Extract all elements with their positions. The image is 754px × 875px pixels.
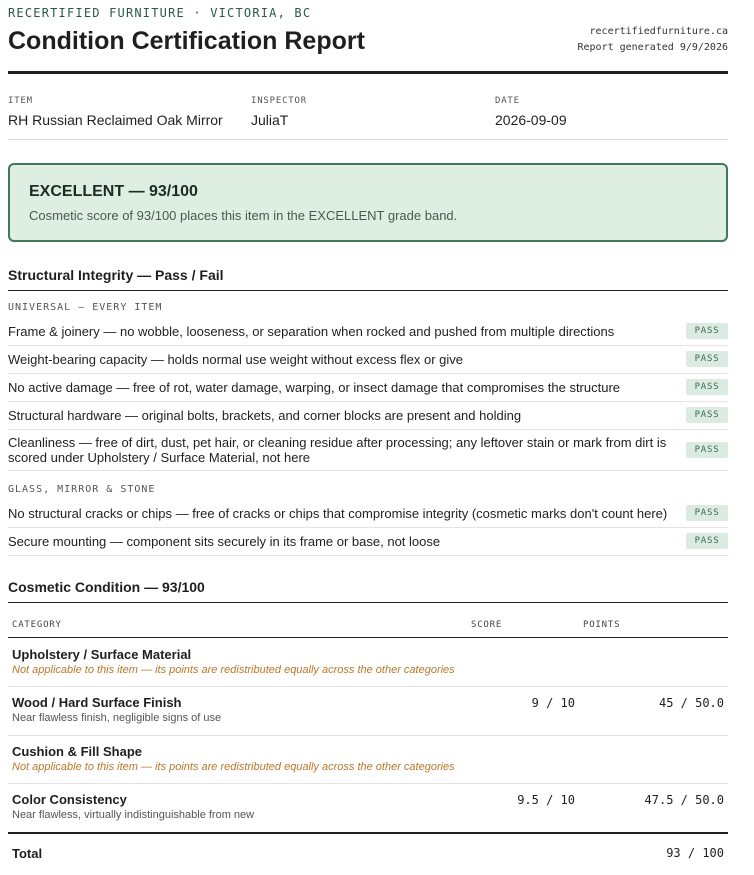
pass-badge: PASS [686, 505, 728, 521]
structural-row [8, 374, 728, 402]
report-page [8, 0, 728, 861]
col-category: CATEGORY [12, 620, 62, 630]
pass-badge: PASS [686, 533, 728, 549]
group-label-universal: UNIVERSAL — EVERY ITEM [8, 302, 163, 313]
structural-heading: Structural Integrity — Pass / Fail [8, 267, 728, 291]
page-title: Condition Certification Report [8, 27, 365, 55]
cosmetic-row [8, 687, 728, 736]
col-score: SCORE [471, 620, 503, 630]
category-score: 9 / 10 [531, 696, 575, 710]
cosmetic-heading: Cosmetic Condition — 93/100 [8, 579, 728, 603]
category-name: Color Consistency [12, 792, 127, 807]
total-row [8, 832, 728, 872]
brand-line: RECERTIFIED FURNITURE · VICTORIA, BC [8, 6, 312, 20]
report-header [8, 0, 728, 74]
category-points: 47.5 / 50.0 [644, 793, 724, 807]
structural-row [8, 430, 728, 471]
check-text: No active damage — free of rot, water damage, warping, or insect damage that compromises the structure [8, 380, 621, 395]
grade-description: Cosmetic score of 93/100 places this item in the EXCELLENT grade band. [29, 208, 458, 223]
check-text: Weight-bearing capacity — holds normal use weight without excess flex or give [8, 352, 463, 367]
item-value: RH Russian Reclaimed Oak Mirror [8, 112, 223, 128]
inspector-label: INSPECTOR [251, 96, 307, 106]
meta-date [495, 96, 567, 128]
inspector-value: JuliaT [251, 112, 289, 128]
category-note: Near flawless finish, negligible signs of use [12, 712, 222, 724]
check-text: No structural cracks or chips — free of cracks or chips that compromise integrity (cosmetic marks don't count here) [8, 506, 668, 521]
check-text: Structural hardware — original bolts, brackets, and corner blocks are present and holding [8, 408, 522, 423]
date-label: DATE [495, 96, 520, 106]
pass-badge: PASS [686, 407, 728, 423]
generated-date: Report generated 9/9/2026 [577, 42, 728, 53]
pass-badge: PASS [686, 379, 728, 395]
cosmetic-row [8, 736, 728, 784]
structural-row [8, 500, 728, 528]
date-value: 2026-09-09 [495, 112, 567, 128]
category-score: 9.5 / 10 [517, 793, 575, 807]
total-value: 93 / 100 [666, 846, 724, 860]
check-text: Frame & joinery — no wobble, looseness, or separation when rocked and pushed from multiple directions [8, 324, 615, 339]
category-note: Near flawless, virtually indistinguishable from new [12, 809, 255, 821]
col-points: POINTS [583, 620, 621, 630]
structural-row [8, 346, 728, 374]
category-note: Not applicable to this item — its points are redistributed equally across the other categories [12, 761, 455, 773]
meta-row [8, 74, 728, 140]
structural-row [8, 318, 728, 346]
grade-title: EXCELLENT — 93/100 [29, 183, 198, 200]
structural-row [8, 402, 728, 430]
structural-row [8, 528, 728, 556]
pass-badge: PASS [686, 323, 728, 339]
total-label: Total [12, 846, 43, 861]
category-points: 45 / 50.0 [658, 696, 724, 710]
check-text: Cleanliness — free of dirt, dust, pet hair, or cleaning residue after processing; any leftover stain or mark from dirt is scored under Upholstery / Surface Material, not here [8, 435, 667, 465]
site-url: recertifiedfurniture.ca [589, 26, 728, 37]
category-name: Upholstery / Surface Material [12, 647, 192, 662]
item-label: ITEM [8, 96, 33, 106]
meta-inspector [251, 96, 307, 128]
pass-badge: PASS [686, 442, 728, 458]
cosmetic-row [8, 638, 728, 687]
category-name: Cushion & Fill Shape [12, 744, 143, 759]
cosmetic-row [8, 784, 728, 832]
group-label-glass: GLASS, MIRROR & STONE [8, 484, 156, 495]
meta-item [8, 96, 223, 128]
category-note: Not applicable to this item — its points are redistributed equally across the other categories [12, 664, 455, 676]
grade-box [8, 163, 728, 242]
category-name: Wood / Hard Surface Finish [12, 695, 182, 710]
pass-badge: PASS [686, 351, 728, 367]
check-text: Secure mounting — component sits securely in its frame or base, not loose [8, 534, 441, 549]
